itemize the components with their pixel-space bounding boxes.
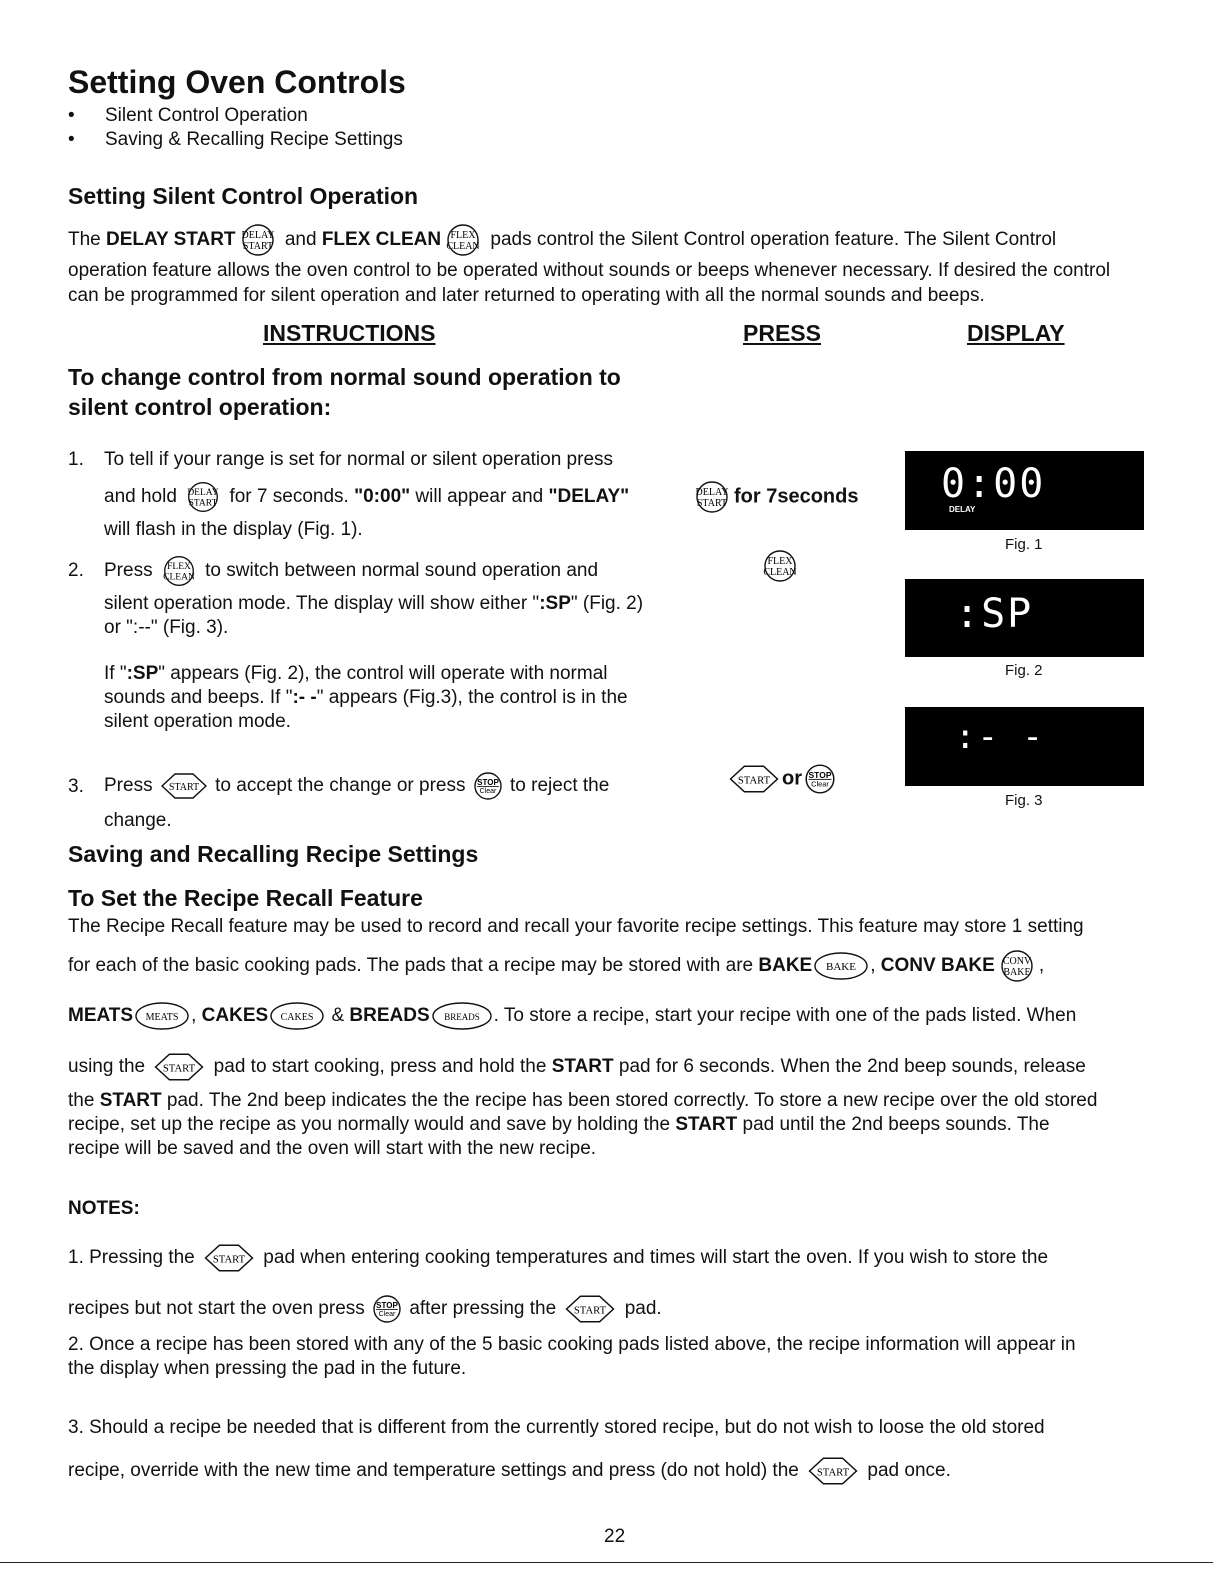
start-pad-icon <box>727 763 781 795</box>
column-header-display: DISPLAY <box>967 320 1065 346</box>
stop-clear-pad-icon <box>371 1293 403 1325</box>
figure-caption: Fig. 3 <box>1005 792 1043 809</box>
note-line: recipe, override with the new time and temperature settings and press (do not hold) the START pad once. <box>68 1455 951 1487</box>
delay-start-pad-icon <box>183 481 223 513</box>
svg-text:START: START <box>168 782 199 793</box>
start-pad-icon <box>201 1242 257 1274</box>
svg-text:Clear: Clear <box>378 1311 396 1318</box>
svg-text:CLEAN: CLEAN <box>163 572 195 583</box>
column-header-press: PRESS <box>743 320 821 346</box>
cakes-pad-icon <box>269 1001 325 1031</box>
svg-text:START: START <box>163 1063 196 1075</box>
svg-text:FLEX: FLEX <box>166 562 191 573</box>
display-fig-3 <box>905 707 1144 786</box>
conv-bake-pad-icon <box>996 950 1038 982</box>
display-delay-indicator: DELAY <box>949 505 976 514</box>
stop-clear-pad-icon <box>803 762 837 796</box>
figure-caption: Fig. 1 <box>1005 536 1043 553</box>
svg-text:CLEAN: CLEAN <box>763 567 797 578</box>
breads-pad-icon <box>431 1001 493 1031</box>
page-number: 22 <box>604 1526 626 1547</box>
press-step-1: DELAY START for 7seconds <box>690 481 858 513</box>
step-number: 3. <box>68 776 84 797</box>
svg-text:DELAY: DELAY <box>187 488 219 499</box>
svg-text:CONV: CONV <box>1002 956 1031 967</box>
flex-clean-pad-icon <box>159 555 199 587</box>
silent-paragraph-line: operation feature allows the oven control to be operated without sounds or beeps whenever necessary. If desired the control <box>68 260 1111 281</box>
bullet-item: • Saving & Recalling Recipe Settings <box>68 129 403 150</box>
page-bottom-rule <box>0 1562 1213 1563</box>
subheading-recipe-recall: To Set the Recipe Recall Feature <box>68 885 423 911</box>
start-pad-icon <box>562 1293 618 1325</box>
svg-text:BAKE: BAKE <box>826 961 857 973</box>
recipe-paragraph-line: recipe will be saved and the oven will start with the new recipe. <box>68 1138 597 1159</box>
press-step-2 <box>758 550 802 582</box>
svg-text:START: START <box>737 775 771 787</box>
step-3-line: change. <box>104 810 172 831</box>
notes-heading: NOTES: <box>68 1198 140 1219</box>
svg-text:BAKE: BAKE <box>1003 967 1031 978</box>
bullet-item: • Silent Control Operation <box>68 105 308 126</box>
section-heading-recipe: Saving and Recalling Recipe Settings <box>68 841 479 867</box>
svg-text:FLEX: FLEX <box>767 556 793 567</box>
change-heading: To change control from normal sound operation to silent control operation: <box>68 364 621 420</box>
svg-text:START: START <box>188 498 218 509</box>
display-value: :- - <box>955 717 1045 757</box>
note-line: 3. Should a recipe be needed that is different from the currently stored recipe, but do not wish to loose the old stored <box>68 1417 1045 1438</box>
step-2-note-line: silent operation mode. <box>104 711 291 732</box>
recipe-paragraph-line: recipe, set up the recipe as you normally would and save by holding the START pad until the 2nd beeps sounds. The <box>68 1114 1050 1135</box>
display-fig-2 <box>905 579 1144 657</box>
svg-text:START: START <box>242 241 273 252</box>
step-2-line: or ":--" (Fig. 3). <box>104 617 229 638</box>
start-pad-icon <box>151 1051 207 1083</box>
note-line: recipes but not start the oven press STOP Clear after pressing the START pad. <box>68 1293 662 1325</box>
recipe-paragraph-line: The Recipe Recall feature may be used to record and recall your favorite recipe settings. This feature may store 1 setting <box>68 916 1084 937</box>
svg-text:BREADS: BREADS <box>443 1012 480 1022</box>
svg-text:DELAY: DELAY <box>695 487 729 498</box>
recipe-paragraph-line: the START pad. The 2nd beep indicates the the recipe has been stored correctly. To store a new recipe over the old stored <box>68 1090 1098 1111</box>
svg-text:STOP: STOP <box>808 769 832 780</box>
figure-caption: Fig. 2 <box>1005 662 1043 679</box>
step-2-note-line: sounds and beeps. If ":- -" appears (Fig.3), the control is in the <box>104 687 628 708</box>
stop-clear-pad-icon <box>472 770 504 802</box>
delay-start-pad-icon <box>691 481 733 513</box>
start-pad-icon <box>159 771 209 801</box>
svg-text:CAKES: CAKES <box>280 1012 314 1023</box>
section-heading-silent: Setting Silent Control Operation <box>68 183 419 209</box>
step-2-line: Press FLEX CLEAN to switch between normal sound operation and <box>104 555 598 587</box>
step-1-line: will flash in the display (Fig. 1). <box>104 519 363 540</box>
flex-clean-pad-icon <box>759 550 801 582</box>
recipe-paragraph-line: MEATS MEATS , CAKES CAKES & BREADS BREADS . To store a recipe, start your recipe with one of the pads listed. When <box>68 1001 1076 1031</box>
display-fig-1 <box>905 451 1144 530</box>
bullet-list <box>68 104 403 152</box>
recipe-paragraph-line: using the START pad to start cooking, press and hold the START pad for 6 seconds. When the 2nd beep sounds, release <box>68 1051 1086 1083</box>
note-line: 1. Pressing the START pad when entering cooking temperatures and times will start the oven. If you wish to store the <box>68 1242 1048 1274</box>
note-line: the display when pressing the pad in the future. <box>68 1358 467 1379</box>
svg-text:START: START <box>212 1254 246 1266</box>
recipe-paragraph-line: for each of the basic cooking pads. The pads that a recipe may be stored with are BAKE BAKE , CONV BAKE CONV BAKE , <box>68 950 1044 982</box>
column-header-instructions: INSTRUCTIONS <box>263 320 436 346</box>
svg-text:STOP: STOP <box>376 1301 398 1310</box>
meats-pad-icon <box>134 1001 190 1031</box>
step-2-line: silent operation mode. The display will show either ":SP" (Fig. 2) <box>104 593 644 614</box>
start-pad-icon <box>805 1455 861 1487</box>
flex-clean-pad-icon <box>442 224 484 256</box>
delay-start-pad-icon <box>237 224 279 256</box>
note-line: 2. Once a recipe has been stored with any of the 5 basic cooking pads listed above, the recipe information will appear in <box>68 1334 1076 1355</box>
svg-text:Clear: Clear <box>479 788 497 795</box>
svg-text:START: START <box>816 1467 850 1479</box>
display-value: 0:00 <box>941 461 1046 507</box>
svg-text:STOP: STOP <box>476 778 499 787</box>
step-number: 2. <box>68 560 84 581</box>
svg-text:FLEX: FLEX <box>450 230 476 241</box>
step-number: 1. <box>68 449 84 470</box>
svg-text:Clear: Clear <box>811 779 829 789</box>
press-step-3: START or STOP Clear <box>726 762 838 796</box>
svg-text:CLEAN: CLEAN <box>446 241 480 252</box>
step-1-line: and hold DELAY START for 7 seconds. "0:00" will appear and "DELAY" <box>104 481 629 513</box>
step-2-note-line: If ":SP" appears (Fig. 2), the control will operate with normal <box>104 663 608 684</box>
svg-text:DELAY: DELAY <box>241 230 275 241</box>
silent-paragraph-line: can be programmed for silent operation and later returned to operating with all the normal sounds and beeps. <box>68 285 985 306</box>
display-value: :SP <box>955 591 1034 637</box>
silent-paragraph-line: The DELAY START DELAY START and FLEX CLEAN FLEX CLEAN pads control the Silent Control operation feature. The Silent Control <box>68 224 1056 256</box>
step-3-line: Press START to accept the change or press STOP Clear to reject the <box>104 770 609 802</box>
page-title: Setting Oven Controls <box>68 64 406 100</box>
bake-pad-icon <box>813 951 869 981</box>
svg-text:START: START <box>574 1305 607 1317</box>
svg-text:MEATS: MEATS <box>145 1012 179 1023</box>
step-1-line: To tell if your range is set for normal or silent operation press <box>104 449 614 470</box>
svg-text:START: START <box>696 498 728 509</box>
